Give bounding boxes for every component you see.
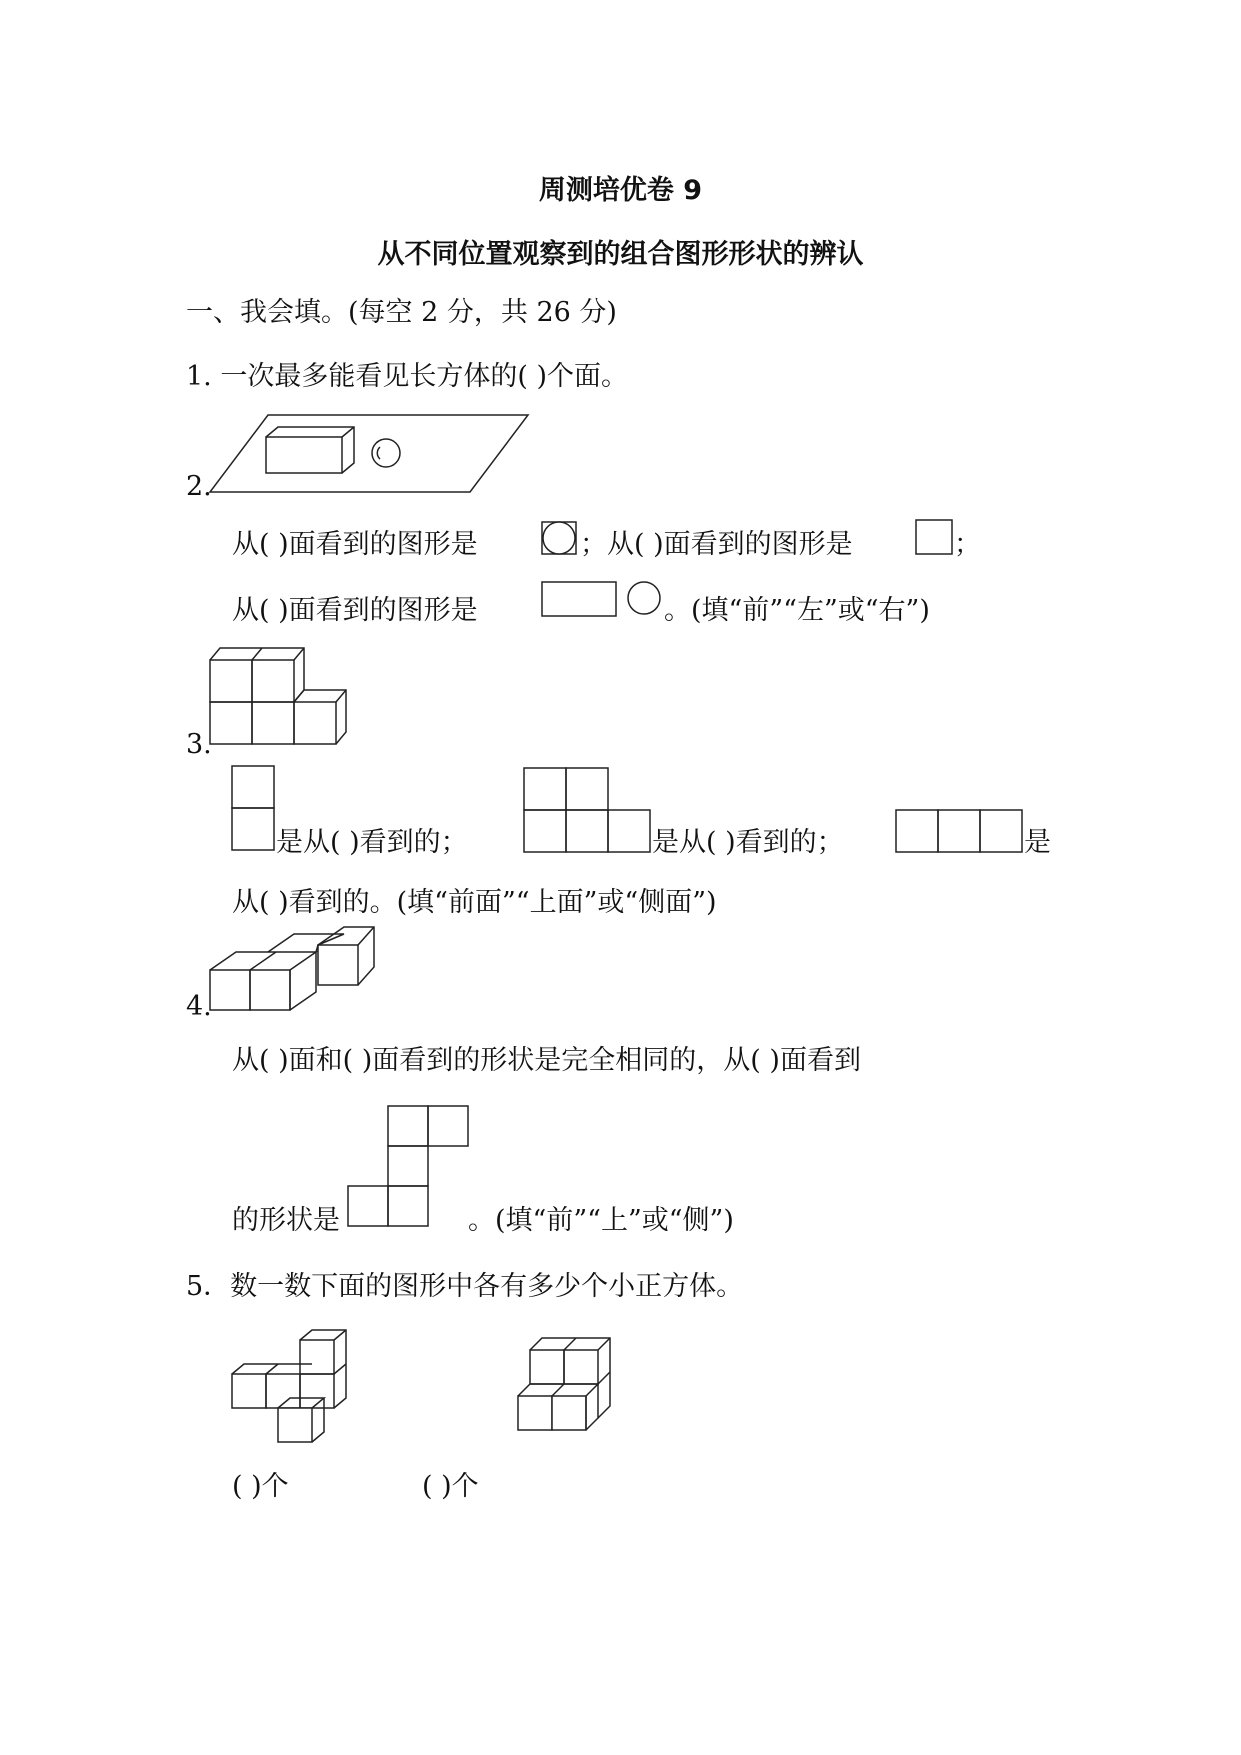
question-3-number: 3. — [186, 729, 212, 760]
question-1: 1. 一次最多能看见长方体的( )个面。 — [186, 361, 628, 392]
q2-line2-part1: 从( )面看到的图形是 — [232, 595, 478, 626]
q3-part1: 是从( )看到的； — [276, 827, 468, 858]
page-subtitle: 从不同位置观察到的组合图形形状的辨认 — [377, 239, 864, 270]
q3-part3: 是 — [1024, 827, 1051, 858]
section-heading: 一、我会填。(每空 2 分，共 26 分) — [186, 297, 617, 328]
q4-line2-part2: 。(填“前”“上”或“侧”) — [468, 1205, 734, 1236]
question-4-number: 4. — [186, 991, 212, 1022]
question-2-number: 2. — [186, 471, 212, 502]
q5-figure-2 — [0, 0, 1, 1]
q4-line2-part1: 的形状是 — [232, 1205, 340, 1236]
question-5: 5．数一数下面的图形中各有多少个小正方体。 — [186, 1271, 744, 1302]
q2-line1-part2: ；从( )面看到的图形是 — [580, 529, 853, 560]
q3-line2: 从( )看到的。(填“前面”“上面”或“侧面”) — [232, 887, 717, 918]
q2-line2-part2: 。(填“前”“左”或“右”) — [664, 595, 930, 626]
q2-line1-part3: ； — [954, 529, 981, 560]
q2-line1-part1: 从( )面看到的图形是 — [232, 529, 478, 560]
q5-answer-2: ( )个 — [422, 1471, 479, 1502]
q4-line1: 从( )面和( )面看到的形状是完全相同的，从( )面看到 — [232, 1045, 861, 1076]
page-title: 周测培优卷 9 — [538, 175, 703, 206]
q5-answer-1: ( )个 — [232, 1471, 289, 1502]
q3-part2: 是从( )看到的； — [652, 827, 844, 858]
